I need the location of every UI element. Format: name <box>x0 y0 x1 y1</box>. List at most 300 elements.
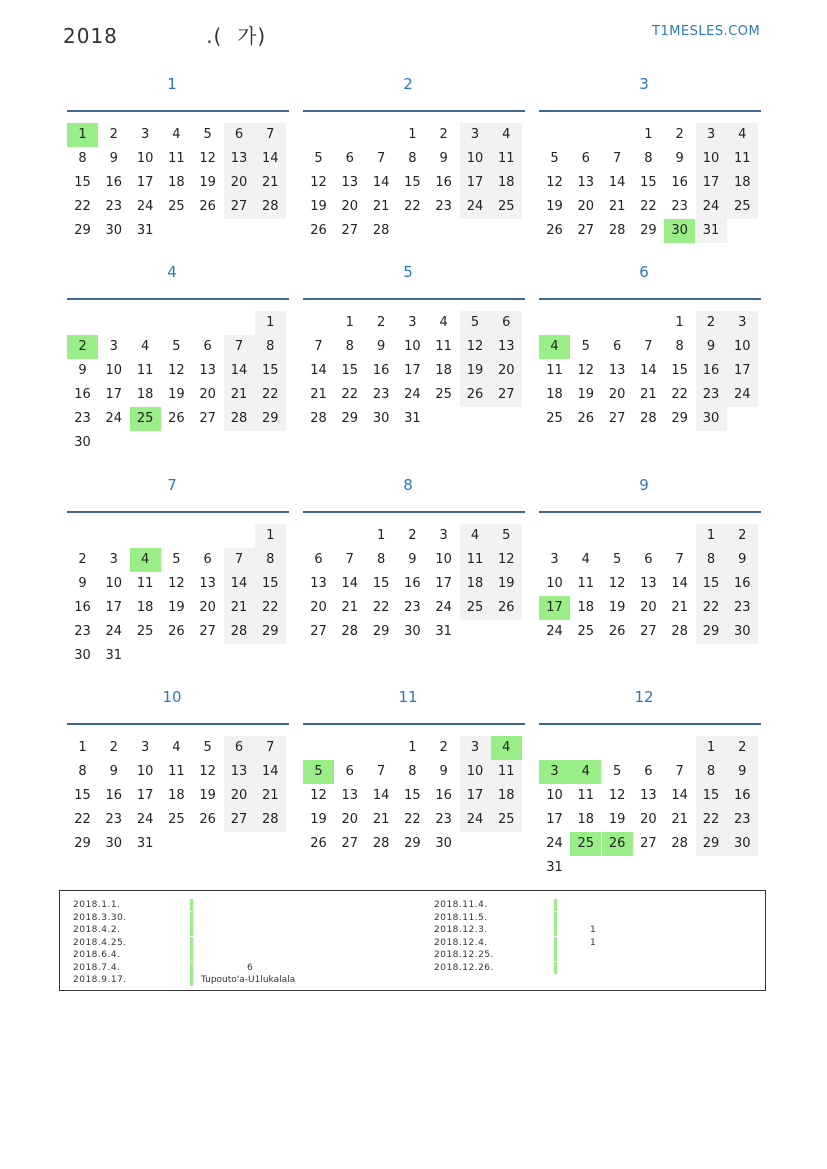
day-cell: 24 <box>105 411 123 426</box>
day-cell: 15 <box>696 784 727 808</box>
month-title: 4 <box>167 263 177 281</box>
day-cell: 24 <box>546 624 563 639</box>
day-cell: 1 <box>675 315 684 330</box>
day-cell: 22 <box>255 596 286 620</box>
day-cell: 31 <box>136 223 154 238</box>
day-cell: 3 <box>109 339 118 354</box>
day-cell: 16 <box>404 576 421 591</box>
day-cell: 16 <box>671 175 688 190</box>
day-cell: 22 <box>404 199 421 214</box>
day-cell: 20 <box>199 387 216 402</box>
day-cell: 26 <box>491 596 522 620</box>
day-cell: 23 <box>74 624 91 639</box>
day-cell: 10 <box>105 576 123 591</box>
day-cell: 2 <box>727 524 758 548</box>
day-cell: 27 <box>224 195 255 219</box>
day-cell: 15 <box>255 359 286 383</box>
day-cell: 12 <box>546 175 563 190</box>
day-cell: 28 <box>640 411 657 426</box>
calendar-title: 2018 .( 가) <box>63 24 267 48</box>
day-cell: 23 <box>727 596 758 620</box>
day-cell: 1 <box>345 315 354 330</box>
day-cell: 14 <box>372 175 390 190</box>
day-cell: 3 <box>550 552 559 567</box>
day-cell: 6 <box>203 552 212 567</box>
day-cell: 14 <box>341 576 359 591</box>
holiday-day-cell: 4 <box>570 760 601 784</box>
day-cell: 5 <box>314 151 323 166</box>
day-cell: 19 <box>608 600 626 615</box>
day-cell: 14 <box>372 788 390 803</box>
day-cell: 29 <box>372 624 390 639</box>
month-title: 6 <box>639 263 649 281</box>
day-cell: 9 <box>675 151 684 166</box>
day-cell: 27 <box>640 624 657 639</box>
holiday-legend <box>59 890 766 991</box>
day-cell: 13 <box>491 335 522 359</box>
day-cell: 6 <box>345 151 354 166</box>
day-cell: 16 <box>74 387 91 402</box>
day-cell: 15 <box>74 788 91 803</box>
day-cell: 28 <box>224 407 255 431</box>
holiday-day-cell: 3 <box>539 760 570 784</box>
day-cell: 5 <box>581 339 590 354</box>
day-cell: 18 <box>546 387 563 402</box>
day-cell: 4 <box>439 315 448 330</box>
day-cell: 17 <box>136 175 154 190</box>
day-cell: 18 <box>491 171 522 195</box>
day-cell: 25 <box>460 596 491 620</box>
day-cell: 17 <box>404 363 421 378</box>
day-cell: 24 <box>460 808 491 832</box>
day-cell: 13 <box>577 175 595 190</box>
day-cell: 27 <box>577 223 595 238</box>
day-cell: 28 <box>671 836 688 851</box>
month-divider <box>67 723 289 725</box>
holiday-date: 2018.12.25. <box>434 950 494 960</box>
day-cell: 20 <box>224 784 255 808</box>
holiday-day-cell: 5 <box>303 760 334 784</box>
day-cell: 9 <box>376 339 386 354</box>
day-cell: 4 <box>460 524 491 548</box>
month-title: 11 <box>398 688 418 706</box>
day-cell: 23 <box>105 199 123 214</box>
holiday-day-cell: 4 <box>491 736 522 760</box>
day-cell: 10 <box>460 760 491 784</box>
day-cell: 22 <box>696 808 727 832</box>
day-cell: 16 <box>696 359 727 383</box>
day-cell: 11 <box>577 576 595 591</box>
day-cell: 12 <box>310 788 327 803</box>
day-cell: 4 <box>140 339 150 354</box>
day-cell: 21 <box>372 199 390 214</box>
month-title: 12 <box>634 688 654 706</box>
day-cell: 24 <box>105 624 123 639</box>
day-cell: 18 <box>491 784 522 808</box>
day-cell: 14 <box>671 788 688 803</box>
day-cell: 2 <box>109 127 118 142</box>
day-cell: 28 <box>608 223 626 238</box>
day-cell: 31 <box>136 836 154 851</box>
day-cell: 30 <box>727 620 758 644</box>
day-cell: 10 <box>546 576 563 591</box>
day-cell: 14 <box>224 572 255 596</box>
holiday-date: 2018.12.3. <box>434 925 488 935</box>
day-cell: 30 <box>435 836 452 851</box>
day-cell: 20 <box>199 600 216 615</box>
holiday-marker <box>554 924 557 936</box>
day-cell: 20 <box>640 812 657 827</box>
day-cell: 11 <box>136 576 154 591</box>
site-logo-link[interactable]: T1MESLES.COM <box>652 24 761 39</box>
day-cell: 2 <box>109 740 118 755</box>
day-cell: 25 <box>435 387 452 402</box>
day-cell: 20 <box>491 359 522 383</box>
holiday-day-cell: 26 <box>602 832 633 856</box>
day-cell: 15 <box>341 363 359 378</box>
day-cell: 27 <box>491 383 522 407</box>
day-cell: 21 <box>224 596 255 620</box>
day-cell: 28 <box>671 624 688 639</box>
day-cell: 12 <box>577 363 595 378</box>
day-cell: 1 <box>78 740 87 755</box>
day-cell: 23 <box>372 387 390 402</box>
day-cell: 15 <box>671 363 688 378</box>
month-title: 8 <box>403 476 413 494</box>
day-cell: 14 <box>310 363 327 378</box>
holiday-name: Tupouto'a-U1lukalala <box>201 975 296 985</box>
day-cell: 29 <box>404 836 421 851</box>
day-cell: 9 <box>727 760 758 784</box>
day-cell: 4 <box>172 127 181 142</box>
month-title: 9 <box>639 476 649 494</box>
day-cell: 23 <box>671 199 688 214</box>
holiday-date: 2018.12.26. <box>434 962 494 973</box>
day-cell: 2 <box>78 552 87 567</box>
day-cell: 20 <box>341 812 359 827</box>
day-cell: 25 <box>168 199 185 214</box>
day-cell: 7 <box>644 339 653 354</box>
day-cell: 7 <box>376 151 386 166</box>
day-cell: 12 <box>199 151 216 166</box>
day-cell: 8 <box>376 552 386 567</box>
day-cell: 7 <box>314 339 323 354</box>
day-cell: 21 <box>255 784 286 808</box>
day-cell: 24 <box>136 812 154 827</box>
day-cell: 12 <box>608 788 626 803</box>
day-cell: 7 <box>376 764 386 779</box>
day-cell: 7 <box>255 736 286 760</box>
day-cell: 11 <box>546 363 563 378</box>
day-cell: 29 <box>74 836 91 851</box>
holiday-date: 2018.4.25. <box>73 937 127 948</box>
day-cell: 23 <box>105 812 123 827</box>
month-title: 2 <box>403 75 413 93</box>
day-cell: 24 <box>727 383 758 407</box>
holiday-legend-row <box>60 912 760 925</box>
day-cell: 18 <box>460 572 491 596</box>
day-cell: 26 <box>608 624 626 639</box>
day-cell: 9 <box>408 552 417 567</box>
day-cell: 20 <box>577 199 595 214</box>
day-cell: 20 <box>224 171 255 195</box>
day-cell: 17 <box>435 576 452 591</box>
day-cell: 21 <box>372 812 390 827</box>
day-cell: 7 <box>675 552 684 567</box>
day-cell: 17 <box>696 171 727 195</box>
day-cell: 13 <box>224 760 255 784</box>
day-cell: 10 <box>435 552 452 567</box>
day-cell: 13 <box>310 576 327 591</box>
day-cell: 11 <box>435 339 452 354</box>
day-cell: 30 <box>727 832 758 856</box>
day-cell: 4 <box>491 123 522 147</box>
day-cell: 20 <box>310 600 327 615</box>
day-cell: 13 <box>640 788 657 803</box>
day-cell: 19 <box>577 387 595 402</box>
day-cell: 3 <box>439 528 448 543</box>
day-cell: 3 <box>109 552 118 567</box>
day-cell: 26 <box>199 812 216 827</box>
day-cell: 12 <box>310 175 327 190</box>
day-cell: 29 <box>74 223 91 238</box>
day-cell: 30 <box>74 435 91 450</box>
day-cell: 19 <box>460 359 491 383</box>
day-cell: 13 <box>224 147 255 171</box>
day-cell: 11 <box>168 151 185 166</box>
day-cell: 1 <box>255 524 286 548</box>
day-cell: 25 <box>136 624 154 639</box>
day-cell: 13 <box>341 788 359 803</box>
day-cell: 18 <box>168 175 185 190</box>
day-cell: 31 <box>105 648 123 663</box>
day-cell: 12 <box>168 576 185 591</box>
day-cell: 29 <box>255 620 286 644</box>
month-divider <box>67 110 289 112</box>
day-cell: 24 <box>546 836 563 851</box>
day-cell: 8 <box>644 151 653 166</box>
day-cell: 16 <box>372 363 390 378</box>
day-cell: 18 <box>136 600 154 615</box>
holiday-day-cell: 4 <box>539 335 570 359</box>
day-cell: 15 <box>372 576 390 591</box>
day-cell: 22 <box>372 600 390 615</box>
day-cell: 15 <box>255 572 286 596</box>
month-divider <box>303 723 525 725</box>
day-cell: 22 <box>255 383 286 407</box>
day-cell: 21 <box>224 383 255 407</box>
month-divider <box>67 511 289 513</box>
day-cell: 11 <box>491 760 522 784</box>
day-cell: 1 <box>408 127 417 142</box>
day-cell: 15 <box>696 572 727 596</box>
day-cell: 23 <box>435 199 452 214</box>
day-cell: 16 <box>727 572 758 596</box>
day-cell: 27 <box>640 836 657 851</box>
day-cell: 27 <box>199 411 216 426</box>
holiday-date: 2018.12.4. <box>434 937 488 948</box>
day-cell: 5 <box>612 552 622 567</box>
day-cell: 5 <box>172 339 181 354</box>
day-cell: 10 <box>136 764 154 779</box>
day-cell: 2 <box>439 740 448 755</box>
day-cell: 8 <box>675 339 684 354</box>
day-cell: 2 <box>439 127 448 142</box>
day-cell: 26 <box>168 411 185 426</box>
day-cell: 17 <box>105 387 123 402</box>
holiday-legend-row <box>60 974 760 987</box>
day-cell: 12 <box>168 363 185 378</box>
month-title: 3 <box>639 75 649 93</box>
day-cell: 26 <box>168 624 185 639</box>
day-cell: 16 <box>435 788 452 803</box>
day-cell: 4 <box>727 123 758 147</box>
day-cell: 16 <box>727 784 758 808</box>
day-cell: 12 <box>491 548 522 572</box>
day-cell: 14 <box>608 175 626 190</box>
day-cell: 26 <box>199 199 216 214</box>
day-cell: 19 <box>546 199 563 214</box>
day-cell: 18 <box>168 788 185 803</box>
day-cell: 7 <box>675 764 684 779</box>
day-cell: 8 <box>696 760 727 784</box>
day-cell: 29 <box>341 411 359 426</box>
day-cell: 14 <box>255 760 286 784</box>
day-cell: 13 <box>640 576 657 591</box>
day-cell: 19 <box>491 572 522 596</box>
day-cell: 22 <box>671 387 688 402</box>
day-cell: 22 <box>404 812 421 827</box>
day-cell: 26 <box>310 223 327 238</box>
holiday-name: 1 <box>590 937 596 948</box>
day-cell: 22 <box>74 199 91 214</box>
day-cell: 6 <box>644 552 653 567</box>
day-cell: 8 <box>255 548 286 572</box>
day-cell: 24 <box>136 199 154 214</box>
day-cell: 20 <box>608 387 626 402</box>
day-cell: 8 <box>345 339 354 354</box>
day-cell: 3 <box>696 123 727 147</box>
day-cell: 8 <box>408 764 417 779</box>
day-cell: 10 <box>105 363 123 378</box>
day-cell: 14 <box>640 363 657 378</box>
day-cell: 5 <box>172 552 181 567</box>
day-cell: 28 <box>372 836 390 851</box>
month-divider <box>539 298 761 300</box>
day-cell: 9 <box>109 764 118 779</box>
day-cell: 7 <box>224 335 255 359</box>
day-cell: 17 <box>460 171 491 195</box>
holiday-marker <box>190 974 193 986</box>
day-cell: 26 <box>310 836 327 851</box>
day-cell: 6 <box>581 151 590 166</box>
day-cell: 19 <box>168 387 185 402</box>
day-cell: 7 <box>612 151 622 166</box>
day-cell: 6 <box>345 764 354 779</box>
day-cell: 27 <box>341 223 359 238</box>
day-cell: 3 <box>408 315 417 330</box>
day-cell: 21 <box>671 600 688 615</box>
day-cell: 6 <box>203 339 212 354</box>
day-cell: 5 <box>460 311 491 335</box>
day-cell: 22 <box>74 812 91 827</box>
day-cell: 10 <box>546 788 563 803</box>
month-title: 10 <box>162 688 182 706</box>
holiday-marker <box>554 937 557 949</box>
day-cell: 5 <box>612 764 622 779</box>
day-cell: 25 <box>546 411 563 426</box>
day-cell: 20 <box>341 199 359 214</box>
day-cell: 5 <box>203 127 212 142</box>
day-cell: 28 <box>341 624 359 639</box>
day-cell: 18 <box>577 600 595 615</box>
holiday-legend-row <box>60 962 760 975</box>
day-cell: 2 <box>376 315 386 330</box>
day-cell: 9 <box>78 363 87 378</box>
day-cell: 8 <box>255 335 286 359</box>
day-cell: 25 <box>577 624 595 639</box>
day-cell: 25 <box>168 812 185 827</box>
month-divider <box>303 110 525 112</box>
month-title: 1 <box>167 75 177 93</box>
day-cell: 19 <box>168 600 185 615</box>
day-cell: 31 <box>435 624 452 639</box>
day-cell: 27 <box>224 808 255 832</box>
day-cell: 12 <box>199 764 216 779</box>
day-cell: 1 <box>696 736 727 760</box>
day-cell: 8 <box>696 548 727 572</box>
day-cell: 23 <box>727 808 758 832</box>
day-cell: 10 <box>727 335 758 359</box>
day-cell: 9 <box>696 335 727 359</box>
day-cell: 26 <box>546 223 563 238</box>
holiday-name: 1 <box>590 925 596 935</box>
day-cell: 9 <box>78 576 87 591</box>
day-cell: 3 <box>727 311 758 335</box>
day-cell: 24 <box>435 600 452 615</box>
day-cell: 6 <box>491 311 522 335</box>
day-cell: 1 <box>696 524 727 548</box>
day-cell: 17 <box>727 359 758 383</box>
day-cell: 10 <box>404 339 421 354</box>
day-cell: 28 <box>255 195 286 219</box>
day-cell: 23 <box>696 383 727 407</box>
holiday-marker <box>554 912 557 924</box>
day-cell: 6 <box>644 764 653 779</box>
day-cell: 21 <box>310 387 327 402</box>
day-cell: 29 <box>255 407 286 431</box>
day-cell: 25 <box>491 808 522 832</box>
day-cell: 23 <box>74 411 91 426</box>
day-cell: 19 <box>310 812 327 827</box>
day-cell: 30 <box>105 836 123 851</box>
day-cell: 3 <box>140 127 150 142</box>
day-cell: 11 <box>727 147 758 171</box>
day-cell: 16 <box>105 175 123 190</box>
month-divider <box>539 110 761 112</box>
holiday-marker <box>554 962 557 974</box>
month-divider <box>303 298 525 300</box>
day-cell: 3 <box>140 740 150 755</box>
day-cell: 29 <box>696 832 727 856</box>
day-cell: 11 <box>491 147 522 171</box>
month-divider <box>67 298 289 300</box>
day-cell: 24 <box>696 195 727 219</box>
day-cell: 30 <box>105 223 123 238</box>
holiday-date: 2018.7.4. <box>73 962 121 973</box>
day-cell: 17 <box>105 600 123 615</box>
day-cell: 9 <box>109 151 118 166</box>
